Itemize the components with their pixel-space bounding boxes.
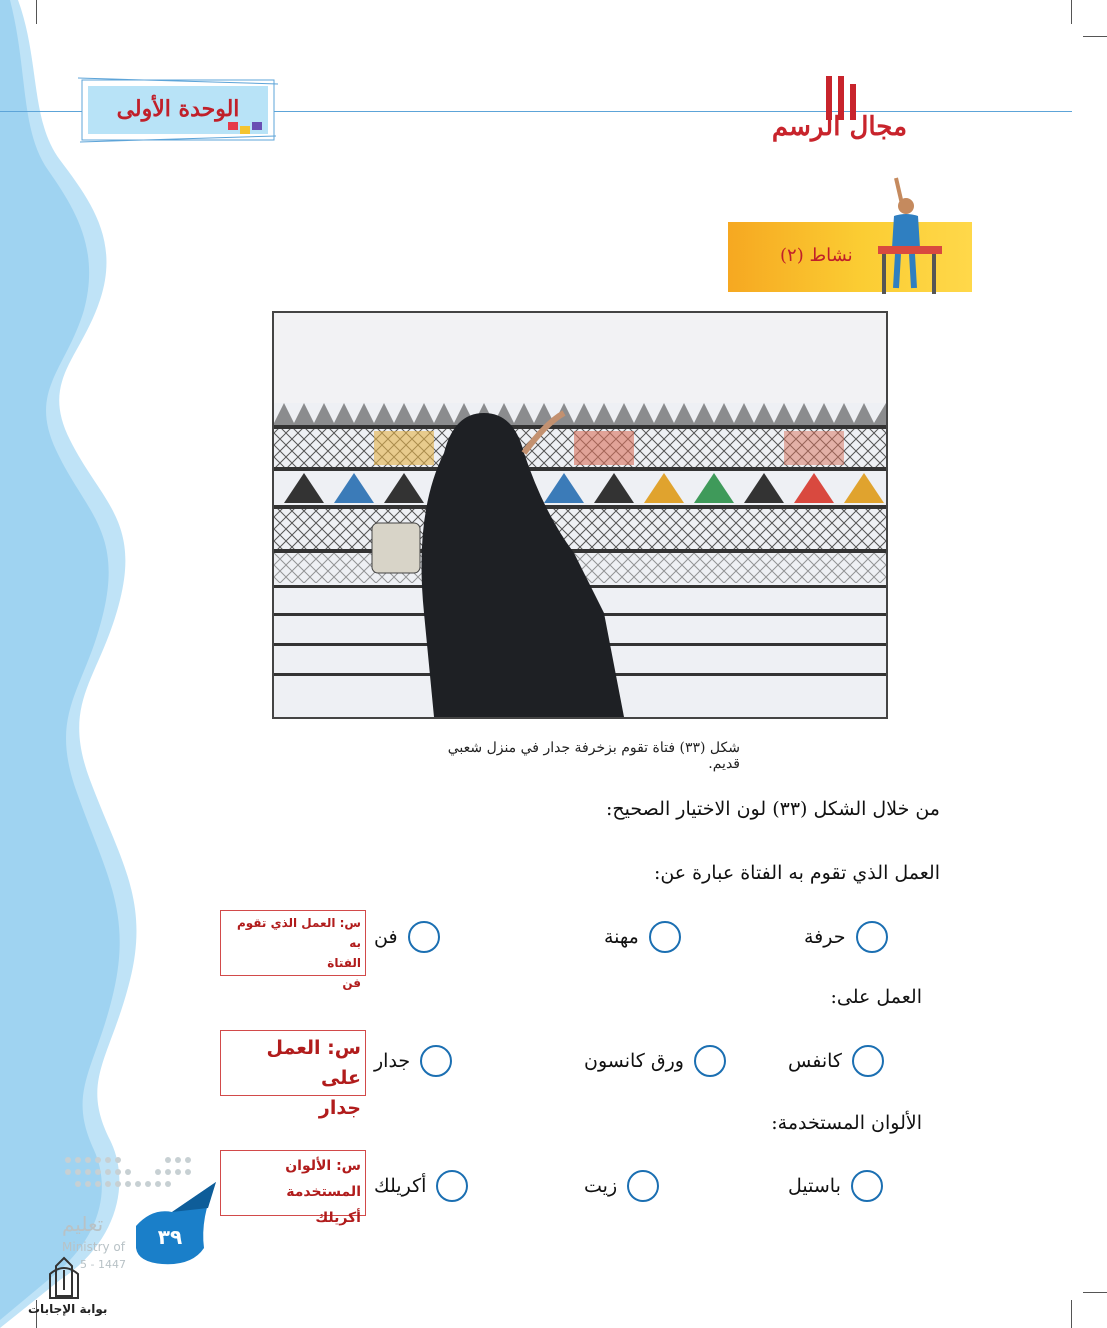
question-3-option-3[interactable] [374, 1170, 468, 1202]
question-3-option-1[interactable] [788, 1170, 883, 1202]
domain-title: مجال الرسم [771, 112, 907, 142]
radio-circle[interactable] [856, 921, 888, 953]
portal-label: بوابة الإجابات [28, 1302, 108, 1316]
student-drawing-icon [872, 168, 942, 298]
option-label: فن [374, 926, 398, 948]
side-wave-decoration [0, 0, 230, 1328]
question-1-option-1[interactable] [804, 921, 888, 953]
option-label: زيت [584, 1175, 618, 1197]
question-2-option-1[interactable] [788, 1045, 884, 1077]
radio-circle[interactable] [627, 1170, 659, 1202]
radio-circle[interactable] [408, 921, 440, 953]
question-2-prompt: العمل على: [830, 986, 922, 1008]
instruction-text: من خلال الشكل (٣٣) لون الاختيار الصحيح: [606, 798, 940, 820]
question-1-prompt: العمل الذي تقوم به الفتاة عبارة عن: [653, 862, 940, 884]
figure-photo [272, 311, 888, 719]
ministry-logo-text: تعليم [62, 1212, 104, 1236]
option-label: كانفس [788, 1050, 842, 1072]
page-number-badge [132, 1178, 218, 1268]
option-label: جدار [374, 1050, 411, 1072]
ministry-year: 5 - 1447 [80, 1258, 126, 1271]
crop-mark [1071, 0, 1072, 24]
crop-mark [1083, 36, 1107, 37]
question-2-answer-note: س: العمل على جدار [220, 1030, 366, 1096]
option-label: ورق كانسون [584, 1050, 684, 1072]
crop-mark [1071, 1300, 1072, 1328]
activity-label: نشاط (٢) [780, 245, 853, 266]
radio-circle[interactable] [420, 1045, 452, 1077]
crop-mark [1083, 1292, 1107, 1293]
radio-circle[interactable] [852, 1045, 884, 1077]
radio-circle[interactable] [851, 1170, 883, 1202]
question-1-option-2[interactable] [604, 921, 681, 953]
radio-circle[interactable] [436, 1170, 468, 1202]
ministry-english-text: Ministry of [62, 1240, 125, 1254]
portal-logo-icon [42, 1256, 86, 1300]
page-number: ٣٩ [157, 1225, 183, 1249]
option-label: باستيل [788, 1175, 841, 1197]
figure-caption: شكل (٣٣) فتاة تقوم بزخرفة جدار في منزل شعبي قديم. [447, 740, 740, 772]
option-label: حرفة [804, 926, 846, 948]
option-label: مهنة [604, 926, 639, 948]
question-2-option-3[interactable] [374, 1045, 452, 1077]
radio-circle[interactable] [694, 1045, 726, 1077]
radio-circle[interactable] [649, 921, 681, 953]
question-2-option-2[interactable] [584, 1045, 726, 1077]
option-label: أكريلك [374, 1175, 427, 1197]
question-1-answer-note: س: العمل الذي تقوم به الفتاة فن [220, 910, 366, 976]
question-3-prompt: الألوان المستخدمة: [771, 1112, 922, 1134]
unit-title: الوحدة الأولى [116, 96, 240, 122]
question-3-option-2[interactable] [584, 1170, 659, 1202]
question-1-option-3[interactable] [374, 921, 440, 953]
question-3-answer-note: س: الألوان المستخدمة أكريلك [220, 1150, 366, 1216]
